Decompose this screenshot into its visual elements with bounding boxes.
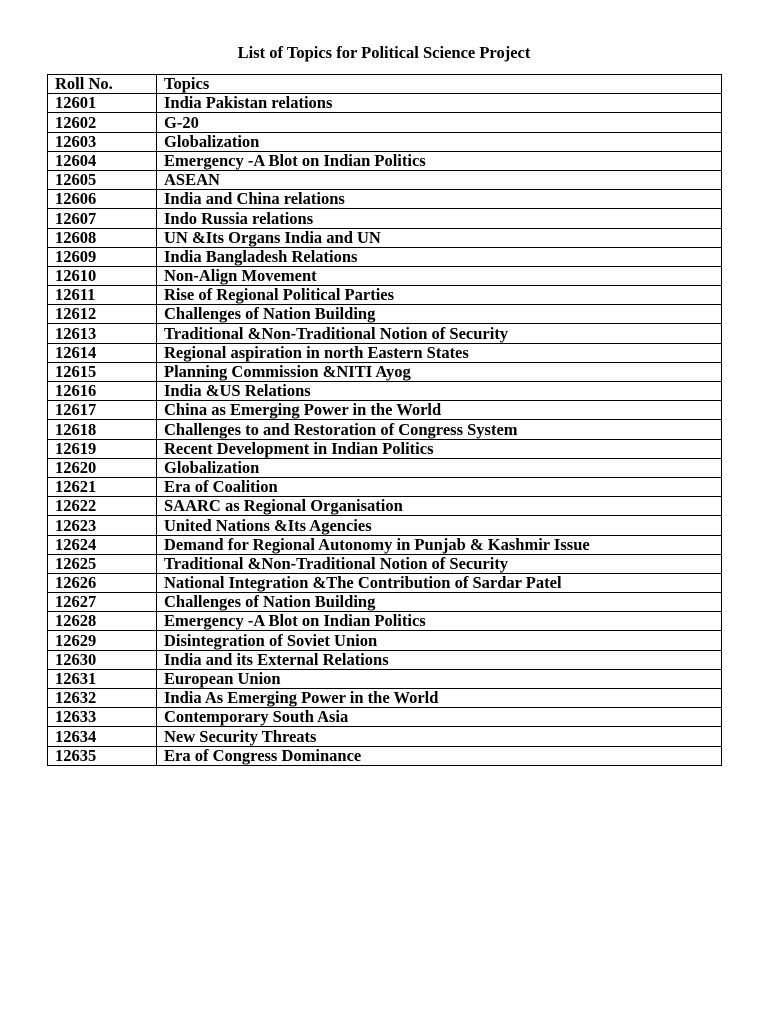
topic-cell: Challenges of Nation Building: [157, 305, 722, 324]
table-row: [48, 689, 722, 708]
table-row: [48, 573, 722, 592]
roll-no-cell: 12634: [48, 727, 157, 746]
table-row: [48, 190, 722, 209]
roll-no-cell: 12612: [48, 305, 157, 324]
table-row: [48, 497, 722, 516]
roll-no-cell: 12622: [48, 497, 157, 516]
roll-no-cell: 12631: [48, 669, 157, 688]
roll-no-cell: 12621: [48, 477, 157, 496]
column-header-roll-no: Roll No.: [48, 75, 157, 94]
topic-cell: India and China relations: [157, 190, 722, 209]
roll-no-cell: 12602: [48, 113, 157, 132]
table-row: [48, 209, 722, 228]
roll-no-cell: 12609: [48, 247, 157, 266]
topic-cell: India &US Relations: [157, 382, 722, 401]
topic-cell: Challenges of Nation Building: [157, 593, 722, 612]
table-row: [48, 286, 722, 305]
table-row: [48, 708, 722, 727]
table-row: [48, 94, 722, 113]
table-row: [48, 343, 722, 362]
topic-cell: Regional aspiration in north Eastern States: [157, 343, 722, 362]
topic-cell: Indo Russia relations: [157, 209, 722, 228]
table-row: [48, 612, 722, 631]
roll-no-cell: 12601: [48, 94, 157, 113]
table-row: [48, 458, 722, 477]
roll-no-cell: 12635: [48, 746, 157, 765]
table-row: [48, 477, 722, 496]
roll-no-cell: 12605: [48, 170, 157, 189]
topic-cell: Globalization: [157, 458, 722, 477]
table-row: [48, 650, 722, 669]
topic-cell: Era of Coalition: [157, 477, 722, 496]
table-row: [48, 669, 722, 688]
topic-cell: Traditional &Non-Traditional Notion of Security: [157, 324, 722, 343]
roll-no-cell: 12627: [48, 593, 157, 612]
table-row: [48, 305, 722, 324]
table-row: [48, 362, 722, 381]
topic-cell: European Union: [157, 669, 722, 688]
topic-cell: India Pakistan relations: [157, 94, 722, 113]
topic-cell: Rise of Regional Political Parties: [157, 286, 722, 305]
topic-cell: New Security Threats: [157, 727, 722, 746]
roll-no-cell: 12623: [48, 516, 157, 535]
table-row: [48, 535, 722, 554]
table-row: [48, 247, 722, 266]
topic-cell: Recent Development in Indian Politics: [157, 439, 722, 458]
roll-no-cell: 12626: [48, 573, 157, 592]
column-header-topics: Topics: [157, 75, 722, 94]
roll-no-cell: 12608: [48, 228, 157, 247]
table-row: [48, 401, 722, 420]
table-row: [48, 420, 722, 439]
topic-cell: Era of Congress Dominance: [157, 746, 722, 765]
topic-cell: ASEAN: [157, 170, 722, 189]
topic-cell: SAARC as Regional Organisation: [157, 497, 722, 516]
topic-cell: Globalization: [157, 132, 722, 151]
topic-cell: China as Emerging Power in the World: [157, 401, 722, 420]
table-row: [48, 151, 722, 170]
roll-no-cell: 12611: [48, 286, 157, 305]
roll-no-cell: 12628: [48, 612, 157, 631]
topic-cell: Contemporary South Asia: [157, 708, 722, 727]
topic-cell: UN &Its Organs India and UN: [157, 228, 722, 247]
roll-no-cell: 12619: [48, 439, 157, 458]
topic-cell: United Nations &Its Agencies: [157, 516, 722, 535]
topic-cell: India As Emerging Power in the World: [157, 689, 722, 708]
table-row: [48, 554, 722, 573]
table-row: [48, 593, 722, 612]
topic-cell: National Integration &The Contribution of Sardar Patel: [157, 573, 722, 592]
topic-cell: Disintegration of Soviet Union: [157, 631, 722, 650]
roll-no-cell: 12610: [48, 266, 157, 285]
topic-cell: Emergency -A Blot on Indian Politics: [157, 151, 722, 170]
topic-cell: Traditional &Non-Traditional Notion of Security: [157, 554, 722, 573]
table-row: [48, 228, 722, 247]
table-row: [48, 727, 722, 746]
table-header-row: [48, 75, 722, 94]
topic-cell: Demand for Regional Autonomy in Punjab & Kashmir Issue: [157, 535, 722, 554]
topic-cell: Non-Align Movement: [157, 266, 722, 285]
table-row: [48, 132, 722, 151]
topics-table: [47, 74, 722, 766]
roll-no-cell: 12615: [48, 362, 157, 381]
roll-no-cell: 12603: [48, 132, 157, 151]
roll-no-cell: 12629: [48, 631, 157, 650]
roll-no-cell: 12620: [48, 458, 157, 477]
table-row: [48, 746, 722, 765]
roll-no-cell: 12607: [48, 209, 157, 228]
table-row: [48, 324, 722, 343]
roll-no-cell: 12606: [48, 190, 157, 209]
roll-no-cell: 12614: [48, 343, 157, 362]
page-title: List of Topics for Political Science Project: [237, 43, 531, 62]
topic-cell: Emergency -A Blot on Indian Politics: [157, 612, 722, 631]
table-row: [48, 439, 722, 458]
roll-no-cell: 12616: [48, 382, 157, 401]
topic-cell: India and its External Relations: [157, 650, 722, 669]
roll-no-cell: 12632: [48, 689, 157, 708]
table-row: [48, 382, 722, 401]
table-row: [48, 516, 722, 535]
topic-cell: G-20: [157, 113, 722, 132]
roll-no-cell: 12604: [48, 151, 157, 170]
table-row: [48, 170, 722, 189]
table-row: [48, 631, 722, 650]
roll-no-cell: 12617: [48, 401, 157, 420]
roll-no-cell: 12625: [48, 554, 157, 573]
topic-cell: India Bangladesh Relations: [157, 247, 722, 266]
topic-cell: Planning Commission &NITI Ayog: [157, 362, 722, 381]
table-row: [48, 113, 722, 132]
roll-no-cell: 12624: [48, 535, 157, 554]
roll-no-cell: 12618: [48, 420, 157, 439]
roll-no-cell: 12630: [48, 650, 157, 669]
topic-cell: Challenges to and Restoration of Congress System: [157, 420, 722, 439]
roll-no-cell: 12633: [48, 708, 157, 727]
roll-no-cell: 12613: [48, 324, 157, 343]
table-row: [48, 266, 722, 285]
